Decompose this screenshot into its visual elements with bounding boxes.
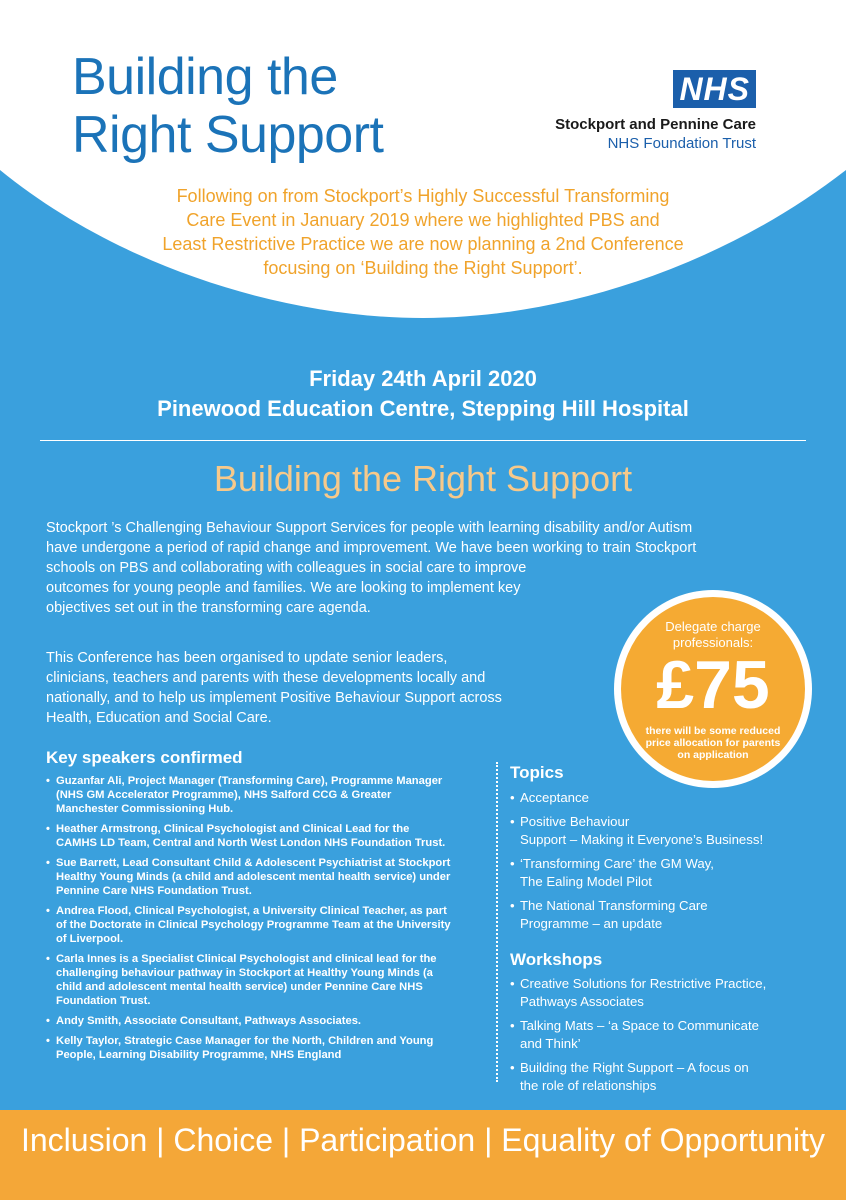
dotted-divider [496,762,498,1082]
speaker-line: • Sue Barrett, Lead Consultant Child & Adolescent Psychiatrist at Stockport [56,857,451,869]
speaker-line: • Andrea Flood, Clinical Psychologist, a University Clinical Teacher, as part [56,905,447,917]
paragraph-line: This Conference has been organised to update senior leaders, [46,650,448,666]
speaker-line: challenging behaviour pathway in Stockport at Healthy Young Minds (a [56,967,433,979]
price-note [621,725,805,761]
intro-line: Care Event in January 2019 where we highlighted PBS and [186,210,660,230]
speaker-line: CAMHS LD Team, Central and North West London NHS Foundation Trust. [56,837,446,849]
list-item [510,975,810,1011]
event-venue: Pinewood Education Centre, Stepping Hill Hospital [157,396,689,421]
event-details [0,364,846,424]
list-item [46,952,486,1008]
list-item [46,822,486,850]
workshop-line: • Building the Right Support – A focus on [520,1060,749,1075]
speaker-line: of Liverpool. [56,933,124,945]
price-heading-line: Delegate charge [665,619,761,634]
list-item [46,856,486,898]
nhs-badge: NHS [673,70,756,108]
topic-line: Programme – an update [520,916,663,931]
speaker-line: Foundation Trust. [56,995,151,1007]
workshop-line: the role of relationships [520,1078,657,1093]
intro-line: Following on from Stockport’s Highly Successful Transforming [176,186,670,206]
topic-line: • Positive Behaviour [520,814,630,829]
speaker-line: Pennine Care NHS Foundation Trust. [56,885,252,897]
topic-line: Support – Making it Everyone’s Business! [520,832,764,847]
workshops-heading: Workshops [510,950,603,969]
main-title-line-2: Right Support [72,106,384,164]
topics-list [510,789,810,939]
divider [40,440,806,441]
speaker-line: child and adolescent mental health service) under Pennine Care NHS [56,981,423,993]
speaker-line: • Heather Armstrong, Clinical Psychologist and Clinical Lead for the [56,823,410,835]
list-item [46,1014,486,1028]
intro-line: Least Restrictive Practice we are now planning a 2nd Conference [162,234,684,254]
workshop-line: • Talking Mats – ‘a Space to Communicate [520,1018,759,1033]
speaker-line: (NHS GM Accelerator Programme), NHS Salford CCG & Greater [56,789,392,801]
price-value: £75 [656,647,770,723]
price-note-line: there will be some reduced [645,725,781,737]
speakers-heading: Key speakers confirmed [46,748,243,767]
paragraph-line: objectives set out in the transforming care agenda. [46,600,371,616]
paragraph-line: schools on PBS and collaborating with colleagues in social care to improve [46,560,527,576]
intro-paragraph-1 [46,518,696,618]
nhs-logo [555,70,756,152]
list-item [46,904,486,946]
main-title-line-1: Building the [72,48,338,106]
workshop-line: Pathways Associates [520,994,644,1009]
list-item [510,897,810,933]
paragraph-line: Health, Education and Social Care. [46,710,272,726]
workshop-line: and Think’ [520,1036,581,1051]
paragraph-line: Stockport ’s Challenging Behaviour Support Services for people with learning disability and/or Autism [46,520,693,536]
list-item [510,855,810,891]
main-title [72,48,383,164]
price-note-line: price allocation for parents [645,737,781,749]
nhs-org-name: Stockport and Pennine Care [555,116,756,133]
intro-paragraph-2 [46,648,502,728]
nhs-org-subtitle: NHS Foundation Trust [607,135,756,152]
workshops-list [510,975,810,1101]
speaker-line: • Kelly Taylor, Strategic Case Manager for the North, Children and Young [56,1035,434,1047]
speaker-line: Healthy Young Minds (a child and adolescent mental health service) under [56,871,451,883]
topic-line: • ‘Transforming Care’ the GM Way, [520,856,714,871]
speaker-line: Manchester Commissioning Hub. [56,803,234,815]
list-item [46,774,486,816]
paragraph-line: outcomes for young people and families. We are looking to implement key [46,580,521,596]
list-item [510,1059,810,1095]
speaker-line: of the Doctorate in Clinical Psychology Programme Team at the University [56,919,451,931]
topic-line: • The National Transforming Care [520,898,708,913]
topic-line: • Acceptance [520,790,589,805]
intro-line: focusing on ‘Building the Right Support’. [263,258,583,278]
speaker-line: People, Learning Disability Programme, NHS England [56,1049,342,1061]
list-item [46,1034,486,1062]
paragraph-line: have undergone a period of rapid change and improvement. We have been working to train Stockport [46,540,697,556]
price-note-line: on application [677,749,749,761]
list-item [510,1017,810,1053]
paragraph-line: nationally, and to help us implement Positive Behaviour Support across [46,690,502,706]
section-title: Building the Right Support [213,458,633,499]
list-item [510,813,810,849]
price-badge-inner [621,597,805,781]
event-date: Friday 24th April 2020 [309,366,537,391]
workshop-line: • Creative Solutions for Restrictive Practice, [520,976,767,991]
topic-line: The Ealing Model Pilot [520,874,652,889]
footer-tagline: Inclusion | Choice | Participation | Equality of Opportunity [20,1122,825,1158]
speaker-line: • Andy Smith, Associate Consultant, Pathways Associates. [56,1015,362,1027]
price-heading-line: professionals: [672,635,754,650]
speaker-line: • Guzanfar Ali, Project Manager (Transforming Care), Programme Manager [56,775,443,787]
speaker-line: • Carla Innes is a Specialist Clinical Psychologist and clinical lead for the [56,953,437,965]
topics-heading: Topics [510,763,564,782]
intro-text [100,184,746,280]
price-badge [614,590,812,788]
speakers-list [46,774,486,1068]
list-item [510,789,810,807]
paragraph-line: clinicians, teachers and parents with these developments locally and [46,670,486,686]
